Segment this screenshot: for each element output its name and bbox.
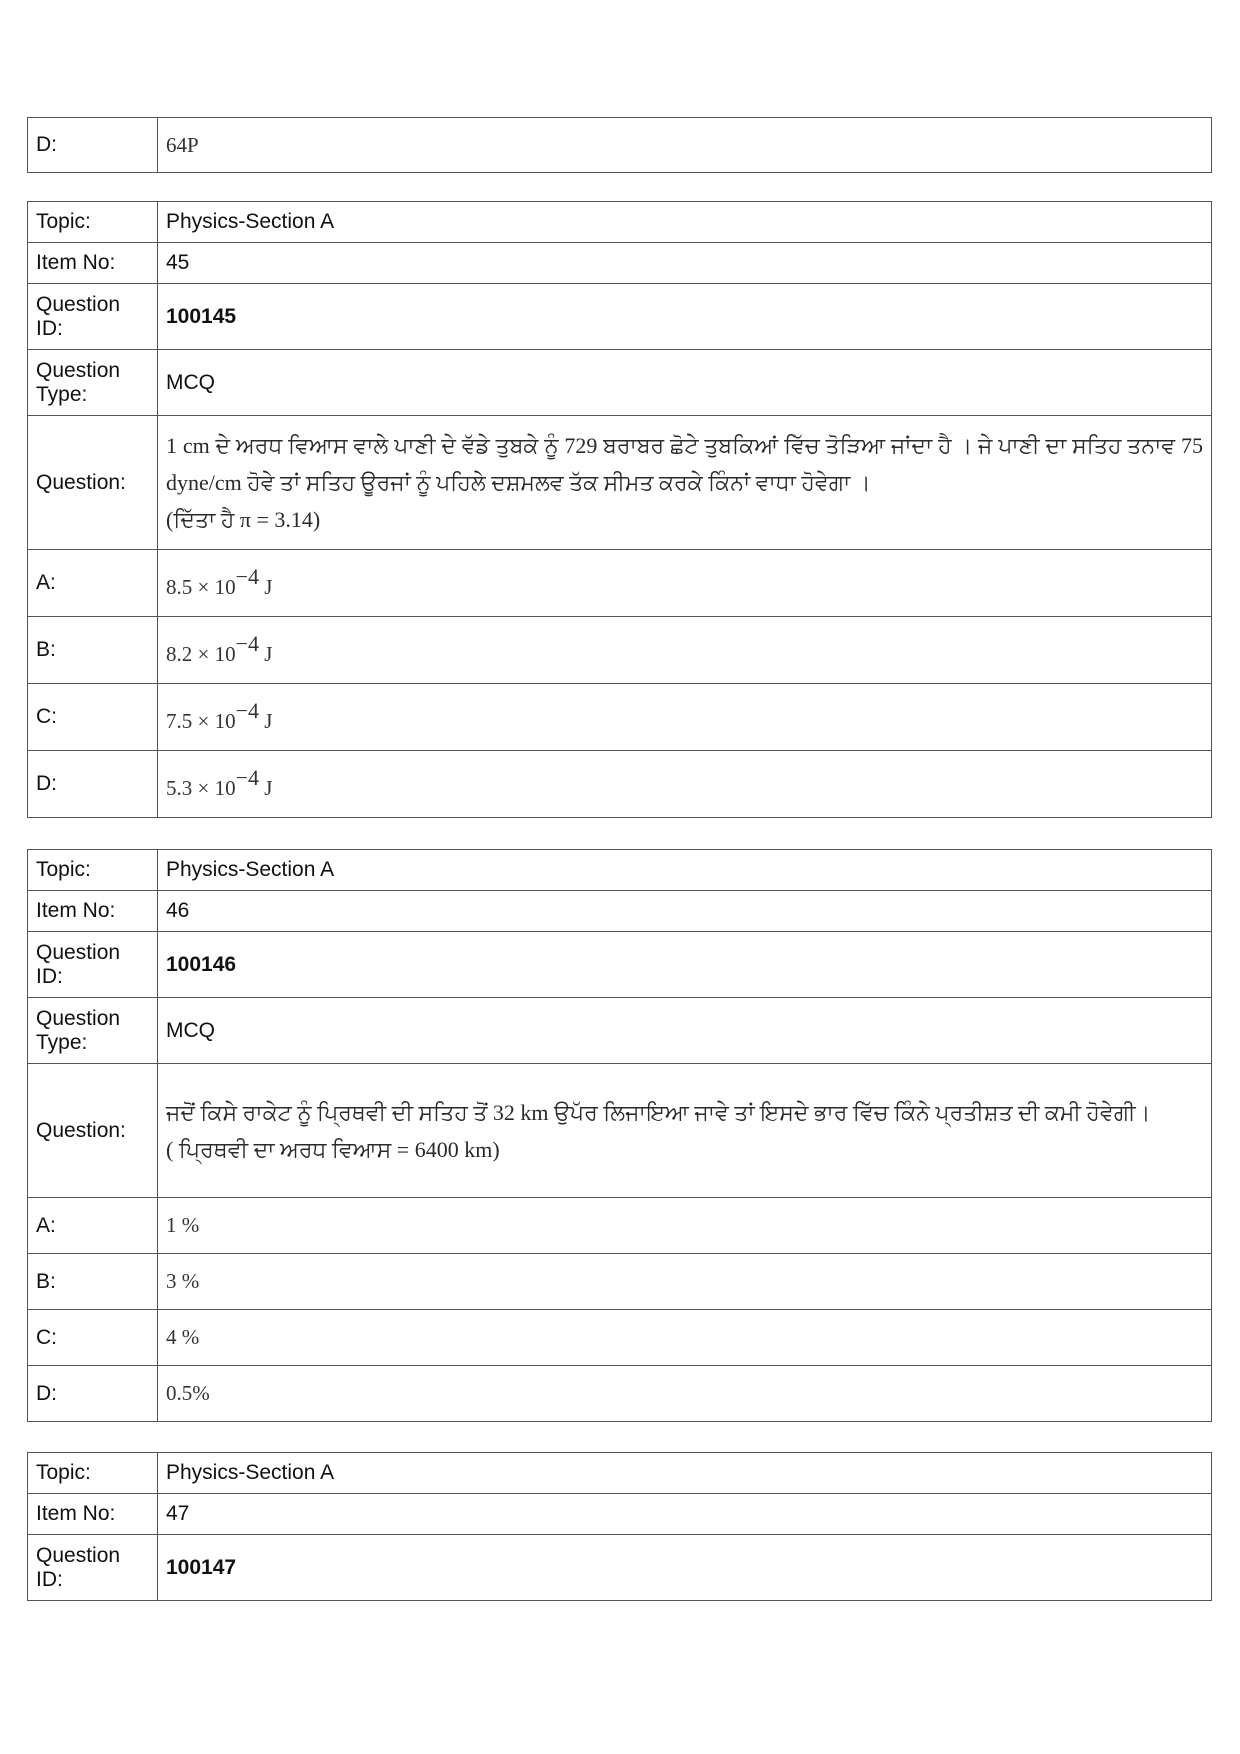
question-id-value: 100145 [158, 284, 1212, 350]
topic-row [28, 1453, 1212, 1494]
topic-row [28, 202, 1212, 243]
question-id-value: 100146 [158, 932, 1212, 998]
item-no-label: Item No: [28, 891, 158, 932]
option-label: C: [28, 1310, 158, 1366]
question-type-label: Question Type: [28, 350, 158, 416]
question-label: Question: [28, 1064, 158, 1198]
item-no-value: 47 [158, 1494, 1212, 1535]
question-text-line: 1 cm ਦੇ ਅਰਧ ਵਿਆਸ ਵਾਲੇ ਪਾਣੀ ਦੇ ਵੱਡੇ ਤੁਬਕੇ ਨੂੰ 729 ਬਰਾਬਰ ਛੋਟੇ ਤੁਬਕਿਆਂ ਵਿੱਚ ਤੋੜਿਆ ਜਾਂਦਾ ਹੈ । ਜੇ ਪਾਣੀ ਦਾ ਸਤਿਹ ਤਨਾਵ 75 dyne/cm ਹੋਵੇ ਤਾਂ ਸਤਿਹ ਊਰਜਾਂ ਨੂੰ ਪਹਿਲੇ ਦਸ਼ਮਲਵ ਤੱਕ ਸੀਮਤ ਕਰਕੇ ਕਿੰਨਾਂ ਵਾਧਾ ਹੋਵੇਗਾ । [166, 433, 1203, 495]
option-value: 0.5% [158, 1366, 1212, 1422]
question-text [158, 1064, 1212, 1198]
question-text-line: ਜਦੋਂ ਕਿਸੇ ਰਾਕੇਟ ਨੂੰ ਪ੍ਰਿਥਵੀ ਦੀ ਸਤਿਹ ਤੋਂ 32 km ਉਪੱਰ ਲਿਜਾਇਆ ਜਾਵੇ ਤਾਂ ਇਸਦੇ ਭਾਰ ਵਿੱਚ ਕਿੰਨੇ ਪ੍ਰਤੀਸ਼ਤ ਦੀ ਕਮੀ ਹੋਵੇਗੀ। [166, 1099, 1151, 1125]
option-value: 4 % [158, 1310, 1212, 1366]
option-row-d [28, 118, 1212, 173]
topic-value: Physics-Section A [158, 202, 1212, 243]
item-no-row [28, 891, 1212, 932]
option-row-d [28, 1366, 1212, 1422]
option-row-b [28, 617, 1212, 684]
option-label: D: [28, 1366, 158, 1422]
option-value: $8.5 \times 10^{-4}$ J [158, 550, 1212, 617]
option-row-a [28, 1198, 1212, 1254]
option-value: 3 % [158, 1254, 1212, 1310]
option-label: D: [28, 118, 158, 173]
option-row-c [28, 684, 1212, 751]
option-value: $5.3 \times 10^{-4}$ J [158, 751, 1212, 818]
option-row-c [28, 1310, 1212, 1366]
item-no-label: Item No: [28, 243, 158, 284]
topic-label: Topic: [28, 1453, 158, 1494]
option-row-b [28, 1254, 1212, 1310]
question-type-value: MCQ [158, 350, 1212, 416]
item-no-label: Item No: [28, 1494, 158, 1535]
question-table-46 [27, 849, 1212, 1422]
item-no-value: 46 [158, 891, 1212, 932]
item-no-value: 45 [158, 243, 1212, 284]
item-no-row [28, 1494, 1212, 1535]
question-id-row [28, 1535, 1212, 1601]
option-value: 1 % [158, 1198, 1212, 1254]
question-id-row [28, 932, 1212, 998]
question-label: Question: [28, 416, 158, 550]
option-label: D: [28, 751, 158, 818]
option-row-a [28, 550, 1212, 617]
question-text [158, 416, 1212, 550]
topic-label: Topic: [28, 850, 158, 891]
option-label: A: [28, 550, 158, 617]
option-label: B: [28, 617, 158, 684]
question-type-label: Question Type: [28, 998, 158, 1064]
option-value: $7.5 \times 10^{-4}$ J [158, 684, 1212, 751]
question-id-row [28, 284, 1212, 350]
option-label: C: [28, 684, 158, 751]
topic-value: Physics-Section A [158, 850, 1212, 891]
option-label: B: [28, 1254, 158, 1310]
topic-row [28, 850, 1212, 891]
option-label: A: [28, 1198, 158, 1254]
prev-question-table [27, 117, 1212, 173]
question-row [28, 416, 1212, 550]
question-type-row [28, 350, 1212, 416]
question-text-note: (ਦਿੱਤਾ ਹੈ π = 3.14) [166, 507, 321, 532]
option-row-d [28, 751, 1212, 818]
question-table-47 [27, 1452, 1212, 1601]
topic-value: Physics-Section A [158, 1453, 1212, 1494]
option-value: $8.2 \times 10^{-4}$ J [158, 617, 1212, 684]
question-id-label: Question ID: [28, 932, 158, 998]
question-id-label: Question ID: [28, 284, 158, 350]
question-type-row [28, 998, 1212, 1064]
option-value: 64P [158, 118, 1212, 173]
question-row [28, 1064, 1212, 1198]
item-no-row [28, 243, 1212, 284]
question-id-label: Question ID: [28, 1535, 158, 1601]
question-type-value: MCQ [158, 998, 1212, 1064]
question-id-value: 100147 [158, 1535, 1212, 1601]
question-text-note: ( ਪ੍ਰਿਥਵੀ ਦਾ ਅਰਧ ਵਿਆਸ = 6400 km) [166, 1136, 500, 1162]
question-table-45 [27, 201, 1212, 818]
topic-label: Topic: [28, 202, 158, 243]
